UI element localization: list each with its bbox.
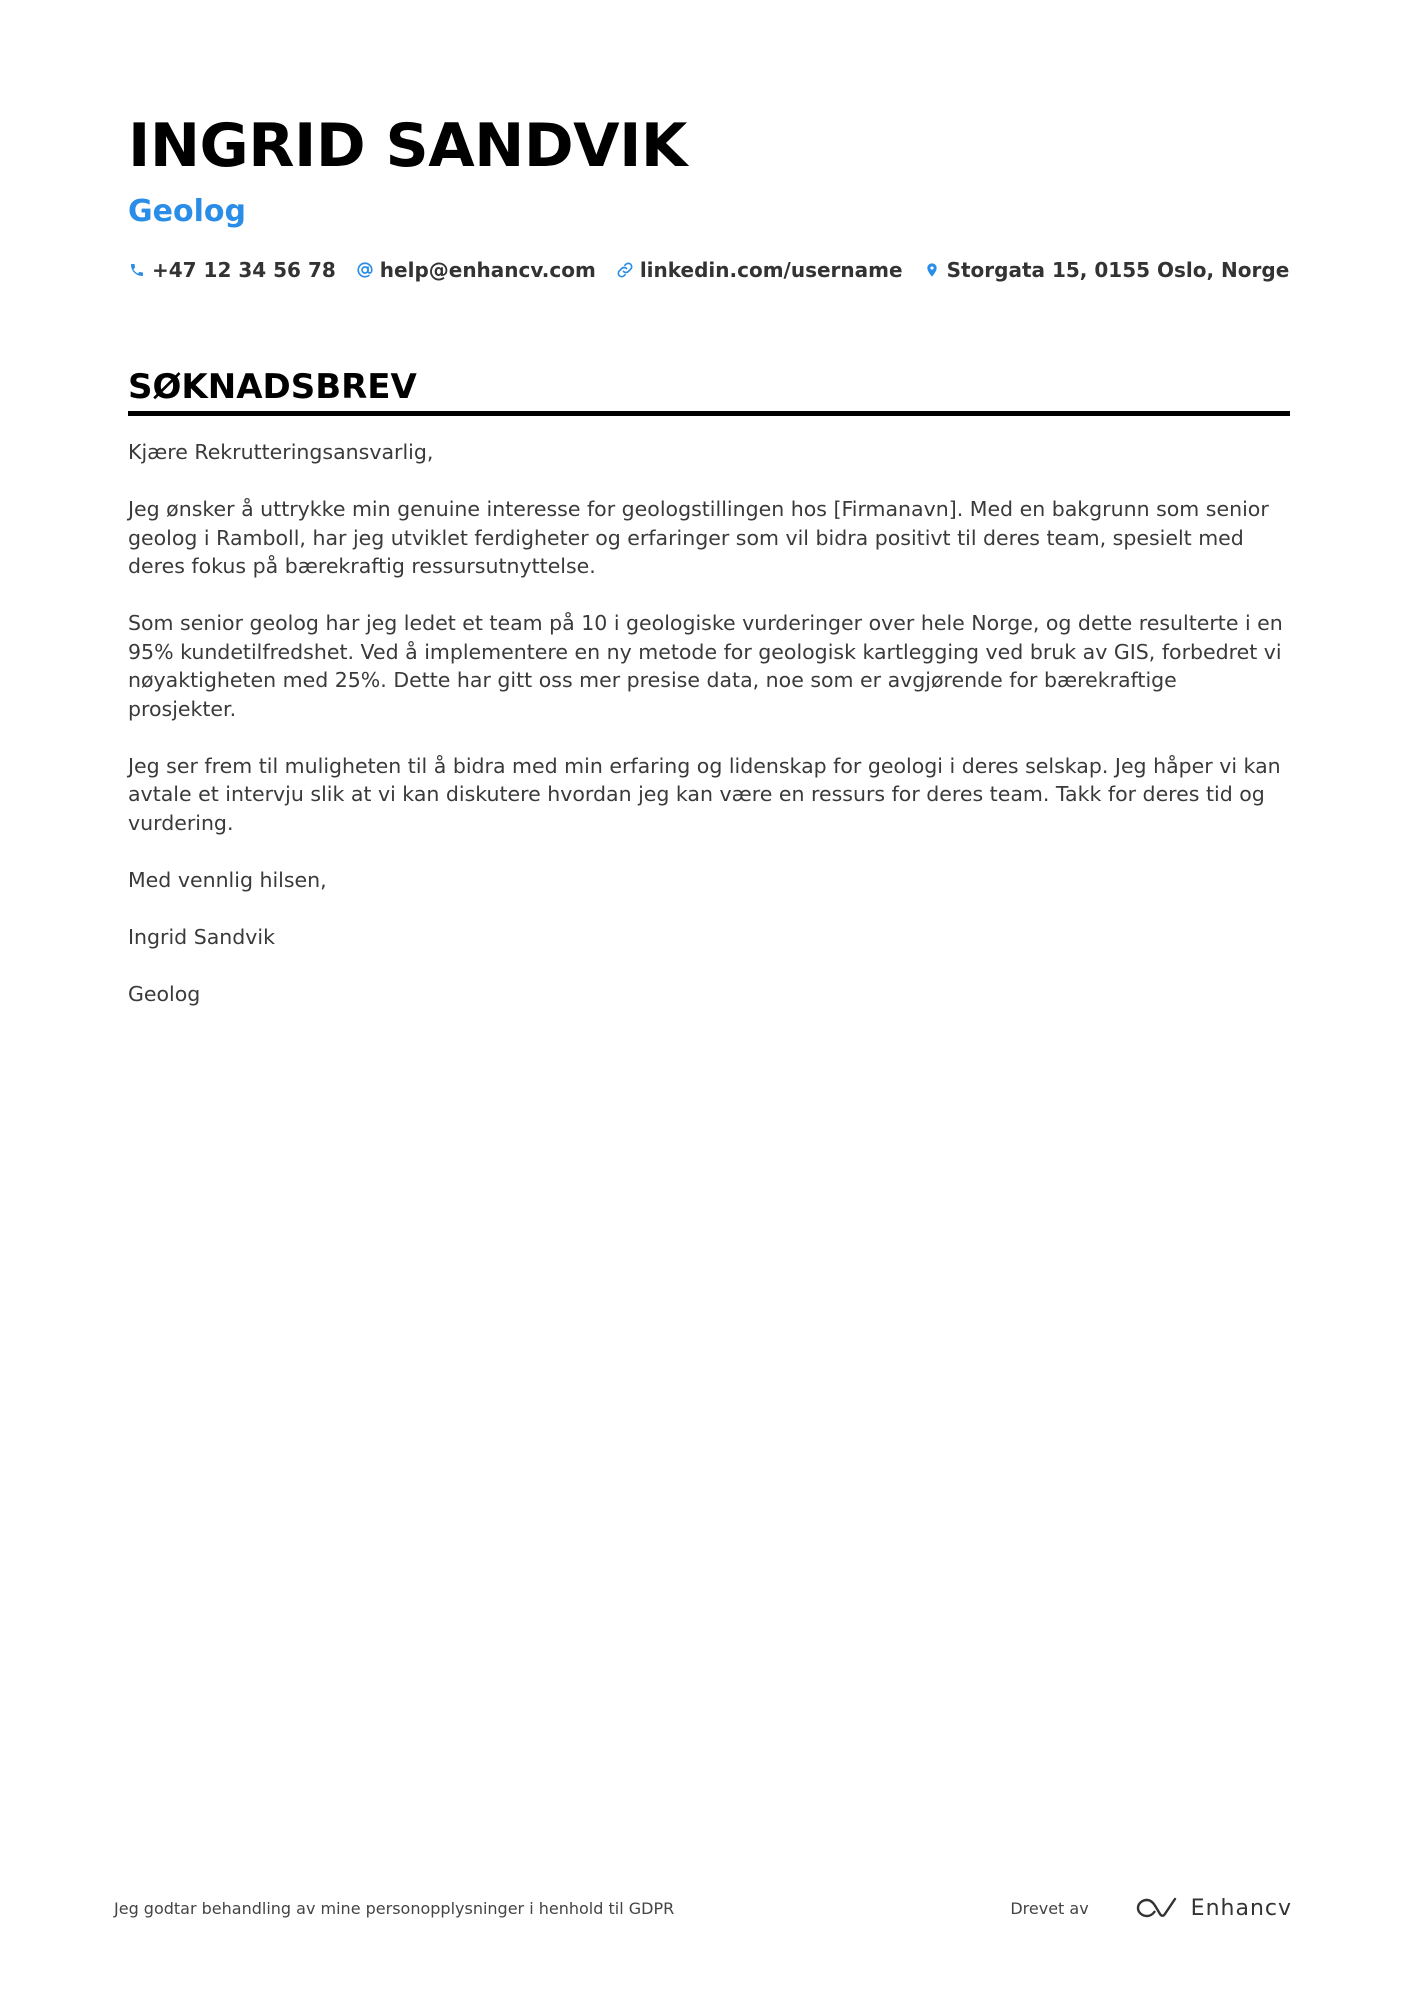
linkedin-text: linkedin.com/username (639, 258, 903, 282)
location-text: Storgata 15, 0155 Oslo, Norge (946, 258, 1290, 282)
letter-closing: Med vennlig hilsen, (128, 867, 327, 892)
powered-by (1010, 1895, 1292, 1921)
email-text: help@enhancv.com (379, 258, 596, 282)
section-divider (128, 411, 1290, 416)
cover-letter-section (128, 363, 1290, 1037)
link-icon (616, 260, 634, 280)
phone-icon (128, 260, 146, 280)
enhancv-logo-icon (1133, 1895, 1181, 1921)
letter-paragraph: Jeg ser frem til muligheten til å bidra med min erfaring og lidenskap for geologi i deres selskap. Jeg håper vi kan avtale et intervju slik at vi kan diskutere hvordan jeg kan være en ressurs for deres team. Takk for deres tid og vurdering. (128, 753, 1281, 835)
contact-linkedin[interactable] (616, 258, 903, 282)
header (128, 108, 1288, 282)
letter-paragraph: Som senior geolog har jeg ledet et team på 10 i geologiske vurderinger over hele Norge, og dette resulterte i en 95% kundetilfredshet. Ved å implementere en ny metode for geologisk kartlegging ved bruk av GIS, forbedret vi nøyaktigheten med 25%. Dette har gitt oss mer presise data, noe som er avgjørende for bærekraftige prosjekter. (128, 611, 1283, 721)
brand-link[interactable] (1133, 1895, 1292, 1921)
applicant-name: INGRID SANDVIK (128, 111, 687, 181)
powered-by-label: Drevet av (1010, 1898, 1089, 1918)
brand-name: Enhancv (1190, 1895, 1292, 1921)
signature-title: Geolog (128, 981, 201, 1006)
signature-name: Ingrid Sandvik (128, 924, 275, 949)
letter-body (128, 438, 1290, 1008)
section-title: SØKNADSBREV (128, 367, 417, 407)
contact-email[interactable] (356, 258, 596, 282)
phone-text: +47 12 34 56 78 (152, 258, 336, 282)
at-icon (356, 260, 374, 280)
map-pin-icon (923, 260, 941, 280)
letter-paragraph: Jeg ønsker å uttrykke min genuine interesse for geologstillingen hos [Firmanavn]. Med en bakgrunn som senior geolog i Ramboll, har jeg utviklet ferdigheter og erfaringer som vil bidra positivt til deres team, spesielt med deres fokus på bærekraftig ressursutnyttelse. (128, 497, 1269, 578)
contact-bar (128, 258, 1288, 282)
footer (114, 1888, 1292, 1928)
gdpr-consent: Jeg godtar behandling av mine personopplysninger i henhold til GDPR (114, 1898, 675, 1918)
contact-location (923, 258, 1290, 282)
applicant-title: Geolog (128, 194, 246, 229)
contact-phone (128, 258, 336, 282)
letter-greeting: Kjære Rekrutteringsansvarlig, (128, 440, 434, 464)
